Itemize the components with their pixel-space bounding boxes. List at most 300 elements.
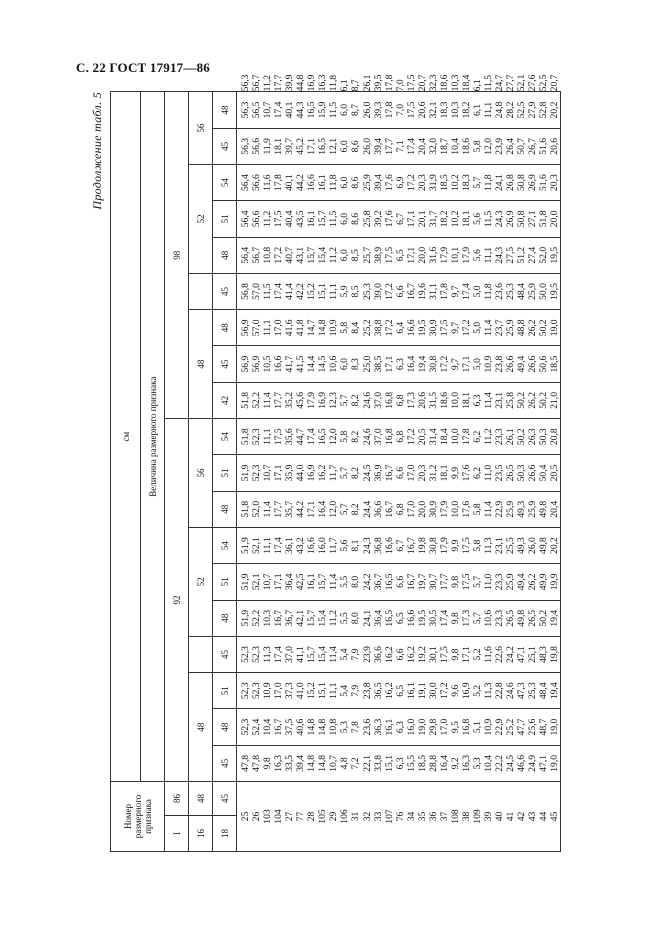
- value-cell: 50,2: [516, 419, 527, 455]
- value-cell: 8,2: [350, 382, 361, 418]
- value-cell: 10,9: [328, 310, 339, 346]
- value-cell: 50,2: [538, 310, 549, 346]
- value-cell: 16,6: [273, 346, 284, 382]
- value-cell: 24,5: [362, 455, 373, 491]
- value-cell: 51,6: [538, 164, 549, 200]
- value-cell: 51,8: [237, 491, 252, 527]
- value-cell: 22,8: [494, 673, 505, 709]
- value-cell: 30,8: [428, 527, 439, 563]
- table-row: 43 24,9 25,6 25,3 25,1 26,5 26,2 26,0 25,9 26,6 26,3 26,2 26,6 26,2 25,9 27,4 27,1 26,9 26,7 27,9 27,6: [527, 92, 538, 852]
- value-cell: 11,0: [483, 455, 494, 491]
- value-cell: 57,0: [251, 273, 262, 309]
- value-cell: 15,7: [317, 201, 328, 237]
- table-row: 33 33,8 36,3 36,5 36,6 36,4 36,7 36,8 36,6 36,9 37,0 37,0 38,5 38,8 39,0 38,9 39,2 39,4 39,4 39,3 39,5: [373, 92, 384, 852]
- value-cell: 16,7: [384, 491, 395, 527]
- value-cell: 39,3: [373, 92, 384, 128]
- value-cell: 16,9: [317, 382, 328, 418]
- col-header: 51: [213, 201, 237, 237]
- value-cell: 15,5: [406, 745, 417, 781]
- value-cell: 11,4: [262, 491, 273, 527]
- value-cell: 23,5: [494, 455, 505, 491]
- value-cell: 56,5: [251, 92, 262, 128]
- value-cell: 10,2: [450, 164, 461, 200]
- row-header-cell: Номер размерного признака: [111, 782, 165, 852]
- value-cell: 7,9: [350, 636, 361, 672]
- value-cell: 30,0: [428, 673, 439, 709]
- value-cell: 16,1: [406, 673, 417, 709]
- value-cell: 5,1: [472, 709, 483, 745]
- value-cell: 43,2: [295, 527, 306, 563]
- value-cell: 19,0: [417, 709, 428, 745]
- value-cell: 17,4: [273, 527, 284, 563]
- value-cell: 17,5: [273, 201, 284, 237]
- value-cell: 56,6: [251, 128, 262, 164]
- value-cell: 25,7: [362, 237, 373, 273]
- value-cell: 51,9: [237, 455, 252, 491]
- value-cell: 39,4: [295, 745, 306, 781]
- value-cell: 38,8: [373, 310, 384, 346]
- left-header-l2-a: 16: [189, 816, 213, 852]
- value-cell: 49,4: [516, 564, 527, 600]
- value-cell: 25,9: [527, 273, 538, 309]
- value-cell: 17,3: [461, 600, 472, 636]
- value-cell: 19,7: [417, 564, 428, 600]
- value-cell: 17,0: [439, 709, 450, 745]
- value-cell: 42,5: [295, 564, 306, 600]
- value-cell: 5,3: [339, 709, 350, 745]
- value-cell: 14,5: [317, 346, 328, 382]
- col-header: 51: [213, 673, 237, 709]
- value-cell: 50,8: [516, 164, 527, 200]
- value-cell: 5,5: [339, 564, 350, 600]
- value-cell: 16,3: [273, 745, 284, 781]
- value-cell: 10,0: [450, 419, 461, 455]
- value-cell: 6,8: [395, 419, 406, 455]
- value-cell: 8,0: [350, 600, 361, 636]
- value-cell: 51,9: [237, 527, 252, 563]
- value-cell: 18,6: [439, 382, 450, 418]
- value-cell: 10,0: [450, 491, 461, 527]
- value-cell: 29,8: [428, 709, 439, 745]
- value-cell: 11,1: [483, 92, 494, 128]
- value-cell: 15,7: [317, 564, 328, 600]
- value-cell: 31,5: [428, 382, 439, 418]
- value-cell: 20,1: [417, 201, 428, 237]
- col-header: 45: [213, 745, 237, 781]
- value-cell: 16,8: [384, 419, 395, 455]
- left-header-l3-a: 18: [213, 816, 237, 852]
- value-cell: 51,8: [237, 419, 252, 455]
- value-cell: 36,6: [373, 636, 384, 672]
- value-cell: 11,0: [483, 564, 494, 600]
- table-row: 77 39,4 40,6 41,0 41,1 42,1 42,5 43,2 44,2 44,0 44,7 45,6 41,5 41,8 42,2 43,1 43,5 44,2 45,2 44,3 44,8: [295, 92, 306, 852]
- value-cell: 24,3: [494, 201, 505, 237]
- value-cell: 6,3: [472, 382, 483, 418]
- value-cell: 16,4: [439, 745, 450, 781]
- table-row: 40 22,2 22,9 22,8 22,6 23,3 23,3 23,1 22,9 23,5 23,3 23,1 23,8 23,7 23,6 24,3 24,3 24,1 23,9 24,8 24,7: [494, 92, 505, 852]
- value-cell: 18,1: [439, 455, 450, 491]
- value-cell: 11,4: [328, 564, 339, 600]
- value-cell: 8,5: [350, 237, 361, 273]
- value-cell: 9,8: [450, 600, 461, 636]
- value-cell: 10,8: [328, 709, 339, 745]
- col-header: 48: [213, 491, 237, 527]
- value-cell: 15,1: [317, 673, 328, 709]
- value-cell: 48,4: [538, 673, 549, 709]
- value-cell: 10,3: [262, 600, 273, 636]
- value-cell: 8,2: [350, 419, 361, 455]
- value-cell: 18,1: [461, 382, 472, 418]
- value-cell: 26,9: [505, 201, 516, 237]
- value-cell: 52,3: [237, 673, 252, 709]
- value-cell: 5,8: [472, 128, 483, 164]
- value-cell: 10,3: [450, 92, 461, 128]
- value-cell: 47,3: [516, 673, 527, 709]
- value-cell: 15,7: [306, 237, 317, 273]
- value-cell: 38,9: [373, 237, 384, 273]
- value-cell: 56,4: [237, 237, 252, 273]
- value-cell: 19,5: [417, 600, 428, 636]
- value-cell: 19,4: [549, 673, 561, 709]
- value-cell: 18,1: [273, 128, 284, 164]
- value-cell: 9,9: [450, 455, 461, 491]
- value-cell: 6,2: [472, 455, 483, 491]
- value-cell: 18,3: [439, 92, 450, 128]
- value-cell: 56,9: [251, 346, 262, 382]
- value-cell: 28,2: [505, 92, 516, 128]
- value-cell: 26,0: [362, 92, 373, 128]
- value-cell: 50,7: [516, 128, 527, 164]
- value-cell: 39,4: [373, 128, 384, 164]
- value-cell: 17,4: [273, 92, 284, 128]
- value-cell: 25,0: [362, 346, 373, 382]
- value-cell: 50,2: [538, 600, 549, 636]
- value-cell: 17,4: [406, 128, 417, 164]
- col-header: 51: [213, 455, 237, 491]
- left-header-l1-b: 86: [165, 782, 189, 816]
- value-cell: 19,5: [549, 237, 561, 273]
- value-cell: 15,7: [306, 636, 317, 672]
- table-row: 44 47,1 48,7 48,4 48,3 50,2 49,9 49,8 49,8 50,4 50,3 50,2 50,6 50,2 50,0 52,0 51,8 51,6 51,6 52,8 52,5: [538, 92, 549, 852]
- value-cell: 17,9: [461, 237, 472, 273]
- value-cell: 49,9: [538, 564, 549, 600]
- value-cell: 10,6: [483, 600, 494, 636]
- value-cell: 49,8: [516, 600, 527, 636]
- value-cell: 5,7: [339, 455, 350, 491]
- value-cell: 11,2: [483, 419, 494, 455]
- value-cell: 6,6: [395, 455, 406, 491]
- value-cell: 23,6: [494, 273, 505, 309]
- value-cell: 52,3: [251, 419, 262, 455]
- value-cell: 5,7: [472, 600, 483, 636]
- value-cell: 49,8: [538, 491, 549, 527]
- value-cell: 7,0: [395, 92, 406, 128]
- value-cell: 23,3: [494, 564, 505, 600]
- value-cell: 17,1: [461, 346, 472, 382]
- value-cell: 41,1: [295, 636, 306, 672]
- value-cell: 12,0: [328, 491, 339, 527]
- value-cell: 40,7: [284, 237, 295, 273]
- value-cell: 24,1: [494, 164, 505, 200]
- value-cell: 51,9: [237, 564, 252, 600]
- value-cell: 16,9: [461, 673, 472, 709]
- value-cell: 6,4: [395, 310, 406, 346]
- value-cell: 4,8: [339, 745, 350, 781]
- value-cell: 49,8: [538, 527, 549, 563]
- feature-number-cell: 106: [339, 782, 350, 852]
- value-cell: 26,2: [527, 564, 538, 600]
- value-cell: 26,8: [505, 164, 516, 200]
- value-cell: 16,2: [317, 455, 328, 491]
- feature-number-cell: 32: [362, 782, 373, 852]
- value-cell: 25,3: [527, 673, 538, 709]
- value-cell: 17,4: [439, 600, 450, 636]
- value-cell: 52,3: [237, 709, 252, 745]
- value-cell: 5,8: [472, 491, 483, 527]
- value-cell: 6,0: [339, 164, 350, 200]
- value-cell: 17,1: [273, 455, 284, 491]
- value-cell: 10,8: [262, 237, 273, 273]
- value-cell: 46,6: [516, 745, 527, 781]
- table-row: 28 14,8 14,8 15,2 15,7 15,7 16,1 16,6 17,1 16,9 17,4 17,9 14,4 14,7 15,2 15,7 16,1 16,6 17,1 16,5 16,9: [306, 92, 317, 852]
- value-cell: 26,2: [527, 382, 538, 418]
- value-cell: 21,0: [549, 382, 561, 418]
- value-cell: 33,5: [284, 745, 295, 781]
- value-cell: 19,9: [549, 564, 561, 600]
- value-cell: 56,4: [237, 201, 252, 237]
- value-cell: 8,6: [350, 164, 361, 200]
- value-cell: 23,3: [494, 419, 505, 455]
- feature-number-cell: 33: [373, 782, 384, 852]
- value-cell: 17,2: [439, 346, 450, 382]
- value-cell: 11,4: [328, 636, 339, 672]
- value-cell: 36,7: [373, 564, 384, 600]
- value-cell: 23,1: [494, 382, 505, 418]
- feature-number-cell: 42: [516, 782, 527, 852]
- value-cell: 17,1: [461, 636, 472, 672]
- value-cell: 28,8: [428, 745, 439, 781]
- table-row: 38 16,3 16,8 16,9 17,1 17,3 17,5 17,5 17,6 17,6 17,8 18,1 17,1 17,2 17,4 17,9 18,1 18,3 18,6 18,2 18,4: [461, 92, 472, 852]
- value-cell: 44,3: [295, 92, 306, 128]
- value-cell: 56,3: [237, 128, 252, 164]
- value-cell: 18,7: [439, 128, 450, 164]
- value-cell: 31,1: [428, 273, 439, 309]
- value-cell: 19,0: [549, 709, 561, 745]
- value-cell: 16,6: [406, 600, 417, 636]
- value-cell: 37,0: [284, 636, 295, 672]
- feature-number-cell: 44: [538, 782, 549, 852]
- value-cell: 10,4: [483, 745, 494, 781]
- value-cell: 26,0: [527, 527, 538, 563]
- value-cell: 23,7: [494, 310, 505, 346]
- value-cell: 14,8: [317, 310, 328, 346]
- value-cell: 17,4: [273, 273, 284, 309]
- value-cell: 24,2: [362, 564, 373, 600]
- value-cell: 19,5: [549, 273, 561, 309]
- value-cell: 18,2: [439, 201, 450, 237]
- value-cell: 51,6: [538, 128, 549, 164]
- value-cell: 12,1: [328, 128, 339, 164]
- value-cell: 9,8: [262, 745, 273, 781]
- value-cell: 9,7: [450, 310, 461, 346]
- value-cell: 10,0: [450, 382, 461, 418]
- value-cell: 24,9: [527, 745, 538, 781]
- value-cell: 5,9: [339, 273, 350, 309]
- value-cell: 22,6: [494, 636, 505, 672]
- value-cell: 11,1: [328, 273, 339, 309]
- value-cell: 10,1: [450, 237, 461, 273]
- value-cell: 16,5: [317, 128, 328, 164]
- value-cell: 52,3: [237, 636, 252, 672]
- value-cell: 37,5: [284, 709, 295, 745]
- feature-number-cell: 25: [237, 782, 252, 852]
- value-cell: 6,3: [395, 346, 406, 382]
- value-cell: 17,8: [273, 164, 284, 200]
- value-cell: 15,1: [317, 273, 328, 309]
- left-header-l2-b: 48: [189, 782, 213, 816]
- col-header: 48: [213, 709, 237, 745]
- value-cell: 35,7: [284, 491, 295, 527]
- value-cell: 39,4: [373, 164, 384, 200]
- continuation-note: Продолжение табл. 5: [90, 92, 104, 210]
- value-cell: 24,6: [362, 419, 373, 455]
- value-cell: 18,2: [461, 92, 472, 128]
- value-cell: 15,4: [317, 600, 328, 636]
- value-cell: 6,8: [395, 382, 406, 418]
- value-cell: 36,6: [373, 491, 384, 527]
- value-cell: 15,2: [306, 673, 317, 709]
- value-cell: 50,0: [538, 273, 549, 309]
- value-cell: 11,8: [483, 273, 494, 309]
- value-cell: 16,5: [384, 564, 395, 600]
- value-cell: 17,2: [406, 164, 417, 200]
- value-cell: 6,6: [395, 273, 406, 309]
- value-cell: 11,4: [483, 491, 494, 527]
- value-cell: 14,8: [306, 745, 317, 781]
- values-header: Величина размерного признака: [141, 92, 165, 782]
- value-cell: 52,3: [251, 636, 262, 672]
- value-cell: 50,6: [538, 346, 549, 382]
- value-cell: 37,0: [373, 419, 384, 455]
- value-cell: 25,2: [362, 310, 373, 346]
- value-cell: 17,8: [384, 92, 395, 128]
- value-cell: 23,9: [494, 128, 505, 164]
- value-cell: 26,6: [505, 346, 516, 382]
- table-row: 26 47,8 52,4 52,3 52,3 52,2 52,1 52,1 52,0 52,3 52,3 52,2 56,9 57,0 57,0 56,7 56,6 56,6 56,6 56,5 56,7: [251, 92, 262, 852]
- value-cell: 42,1: [295, 600, 306, 636]
- subgroup-header: 48: [189, 673, 213, 782]
- value-cell: 41,8: [295, 310, 306, 346]
- col-header: 48: [213, 92, 237, 128]
- value-cell: 17,5: [439, 636, 450, 672]
- value-cell: 26,3: [527, 419, 538, 455]
- value-cell: 25,9: [527, 491, 538, 527]
- value-cell: 9,7: [450, 346, 461, 382]
- value-cell: 11,4: [483, 382, 494, 418]
- value-cell: 17,6: [461, 491, 472, 527]
- value-cell: 56,8: [237, 273, 252, 309]
- value-cell: 40,4: [284, 201, 295, 237]
- value-cell: 50,8: [516, 201, 527, 237]
- value-cell: 17,2: [439, 673, 450, 709]
- feature-number-cell: 40: [494, 782, 505, 852]
- value-cell: 30,7: [428, 564, 439, 600]
- value-cell: 18,5: [549, 346, 561, 382]
- value-cell: 17,0: [273, 310, 284, 346]
- value-cell: 16,1: [306, 564, 317, 600]
- value-cell: 16,2: [384, 636, 395, 672]
- table-row: 39 10,4 10,9 11,3 11,6 10,6 11,0 11,3 11,4 11,0 11,2 11,4 10,9 11,4 11,8 11,1 11,5 11,8 12,0 11,1 11,5: [483, 92, 494, 852]
- feature-number-cell: 41: [505, 782, 516, 852]
- value-cell: 20,3: [549, 164, 561, 200]
- value-cell: 10,9: [262, 673, 273, 709]
- value-cell: 31,2: [428, 455, 439, 491]
- value-cell: 11,1: [262, 310, 273, 346]
- value-cell: 5,4: [339, 673, 350, 709]
- value-cell: 11,1: [262, 527, 273, 563]
- value-cell: 5,7: [339, 491, 350, 527]
- value-cell: 6,3: [395, 745, 406, 781]
- value-cell: 20,2: [549, 527, 561, 563]
- value-cell: 39,2: [373, 201, 384, 237]
- value-cell: 44,7: [295, 419, 306, 455]
- value-cell: 24,4: [362, 491, 373, 527]
- value-cell: 10,4: [262, 709, 273, 745]
- value-cell: 11,8: [328, 164, 339, 200]
- value-cell: 49,3: [516, 527, 527, 563]
- table-row: 108 9,2 9,5 9,6 9,8 9,8 9,8 9,9 10,0 9,9 10,0 10,0 9,7 9,7 9,7 10,1 10,2 10,2 10,4 10,3 10,3: [450, 92, 461, 852]
- value-cell: 26,6: [527, 346, 538, 382]
- value-cell: 8,5: [350, 273, 361, 309]
- value-cell: 17,5: [273, 419, 284, 455]
- value-cell: 11,2: [328, 600, 339, 636]
- value-cell: 25,9: [505, 310, 516, 346]
- value-cell: 17,5: [461, 527, 472, 563]
- value-cell: 25,9: [505, 564, 516, 600]
- feature-number-cell: 39: [483, 782, 494, 852]
- value-cell: 16,6: [306, 527, 317, 563]
- value-cell: 40,1: [284, 164, 295, 200]
- value-cell: 16,7: [406, 527, 417, 563]
- value-cell: 20,3: [417, 164, 428, 200]
- value-cell: 26,5: [505, 455, 516, 491]
- value-cell: 16,0: [317, 527, 328, 563]
- value-cell: 19,6: [417, 273, 428, 309]
- table-row: 41 24,5 25,2 24,6 24,2 26,5 25,9 25,5 25,9 26,5 26,1 25,8 26,6 25,9 25,3 27,5 26,9 26,8 26,4 28,2 27,7: [505, 92, 516, 852]
- value-cell: 48,7: [538, 709, 549, 745]
- value-cell: 15,1: [384, 745, 395, 781]
- col-header: 54: [213, 419, 237, 455]
- subgroup-header: 52: [189, 164, 213, 273]
- value-cell: 11,5: [328, 201, 339, 237]
- value-cell: 16,9: [306, 455, 317, 491]
- value-cell: 52,8: [538, 92, 549, 128]
- value-cell: 17,9: [439, 527, 450, 563]
- value-cell: 7,8: [350, 709, 361, 745]
- value-cell: 36,4: [373, 600, 384, 636]
- value-cell: 17,2: [384, 273, 395, 309]
- table-row: 27 33,5 37,5 37,3 37,0 36,7 36,4 36,1 35,7 35,9 35,6 35,2 41,7 41,6 41,4 40,7 40,4 40,1 39,7 40,1 39,9: [284, 92, 295, 852]
- col-header: 45: [213, 273, 237, 309]
- value-cell: 47,8: [251, 745, 262, 781]
- value-cell: 17,7: [384, 128, 395, 164]
- value-cell: 5,0: [472, 346, 483, 382]
- value-cell: 24,6: [505, 673, 516, 709]
- table-row: 42 46,6 47,7 47,3 47,1 49,8 49,4 49,3 49,3 50,3 50,2 50,2 49,4 48,8 48,4 51,2 50,8 50,8 50,7 52,5 52,1: [516, 92, 527, 852]
- feature-number-cell: 27: [284, 782, 295, 852]
- value-cell: 5,4: [339, 636, 350, 672]
- value-cell: 11,8: [483, 164, 494, 200]
